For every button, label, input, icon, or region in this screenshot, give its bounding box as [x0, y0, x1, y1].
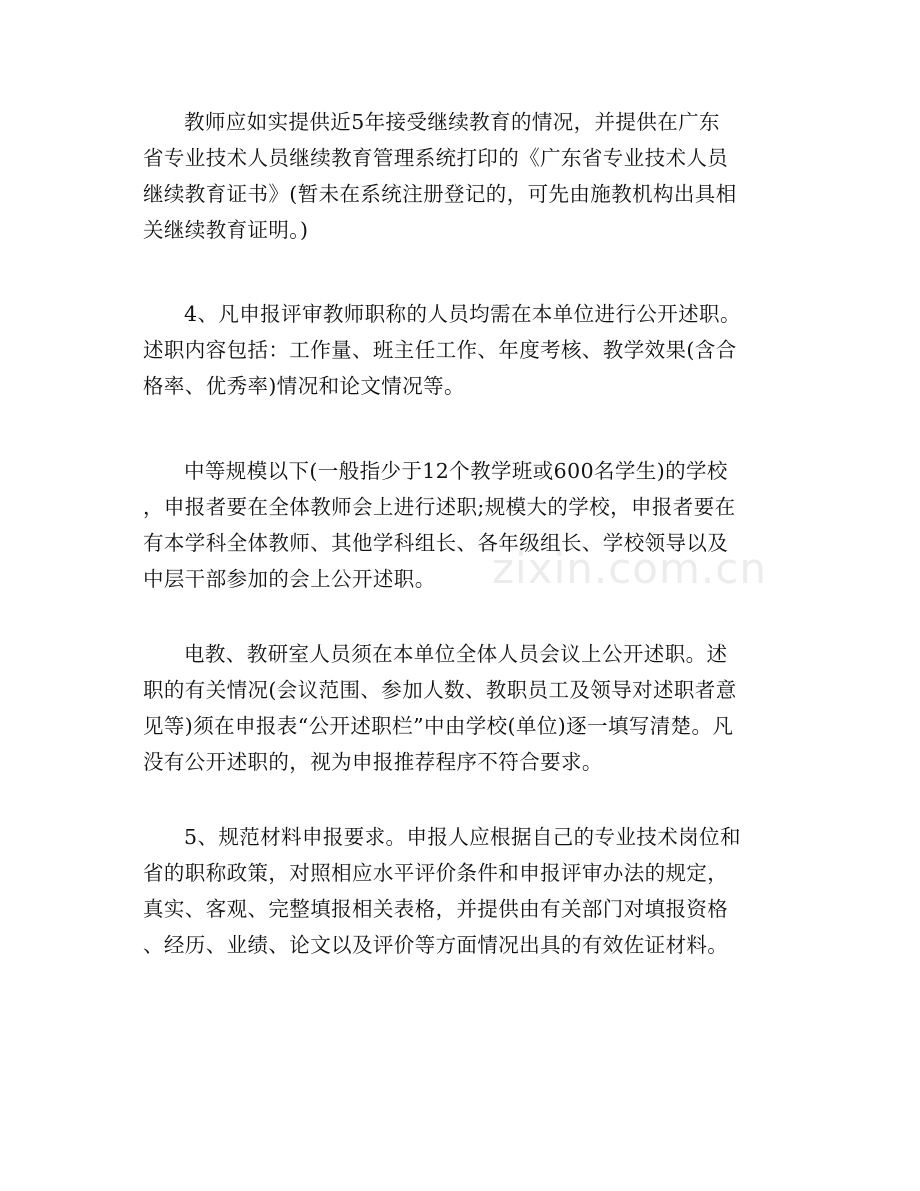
paragraph-line: 省的职称政策，对照相应水平评价条件和申报评审办法的规定， — [143, 861, 729, 885]
paragraph-line: 没有公开述职的，视为申报推荐程序不符合要求。 — [143, 750, 603, 774]
paragraph-line: 述职内容包括：工作量、班主任工作、年度考核、教学效果(含合 — [143, 338, 737, 362]
paragraph-line: 见等)须在申报表“公开述职栏”中由学校(单位)逐一填写清楚。凡 — [143, 714, 734, 738]
paragraph-line: 5、规范材料申报要求。申报人应根据自己的专业技术岗位和 — [184, 825, 741, 849]
paragraph-continuing-education — [143, 104, 793, 248]
paragraph-line: 电教、教研室人员须在本单位全体人员会议上公开述职。述 — [184, 642, 728, 666]
paragraph-research-staff — [143, 636, 793, 780]
paragraph-line: 真实、客观、完整填报相关表格，并提供由有关部门对填报资格 — [143, 897, 729, 921]
paragraph-line: 中层干部参加的会上公开述职。 — [143, 567, 436, 591]
paragraph-line: 继续教育证书》(暂未在系统注册登记的，可先由施教机构出具相 — [143, 182, 737, 206]
paragraph-line: 中等规模以下(一般指少于12个教学班或600名学生)的学校 — [184, 459, 728, 483]
paragraph-line: 教师应如实提供近5年接受继续教育的情况，并提供在广东 — [184, 110, 720, 134]
paragraph-line: 有本学科全体教师、其他学科组长、各年级组长、学校领导以及 — [143, 531, 729, 555]
paragraph-material-requirements — [143, 819, 793, 963]
paragraph-line: 、经历、业绩、论文以及评价等方面情况出具的有效佐证材料。 — [143, 933, 729, 957]
paragraph-school-scale — [143, 453, 793, 597]
paragraph-public-report — [143, 296, 793, 404]
paragraph-line: 4、凡申报评审教师职称的人员均需在本单位进行公开述职。 — [184, 302, 741, 326]
paragraph-line: 格率、优秀率)情况和论文情况等。 — [143, 374, 465, 398]
paragraph-line: 职的有关情况(会议范围、参加人数、教职员工及领导对述职者意 — [143, 678, 737, 702]
watermark-text: zixin.com.cn — [492, 544, 767, 593]
paragraph-line: 关继续教育证明。) — [143, 218, 309, 242]
paragraph-line: ，申报者要在全体教师会上进行述职;规模大的学校，申报者要在 — [143, 495, 736, 519]
paragraph-line: 省专业技术人员继续教育管理系统打印的《广东省专业技术人员 — [143, 146, 729, 170]
